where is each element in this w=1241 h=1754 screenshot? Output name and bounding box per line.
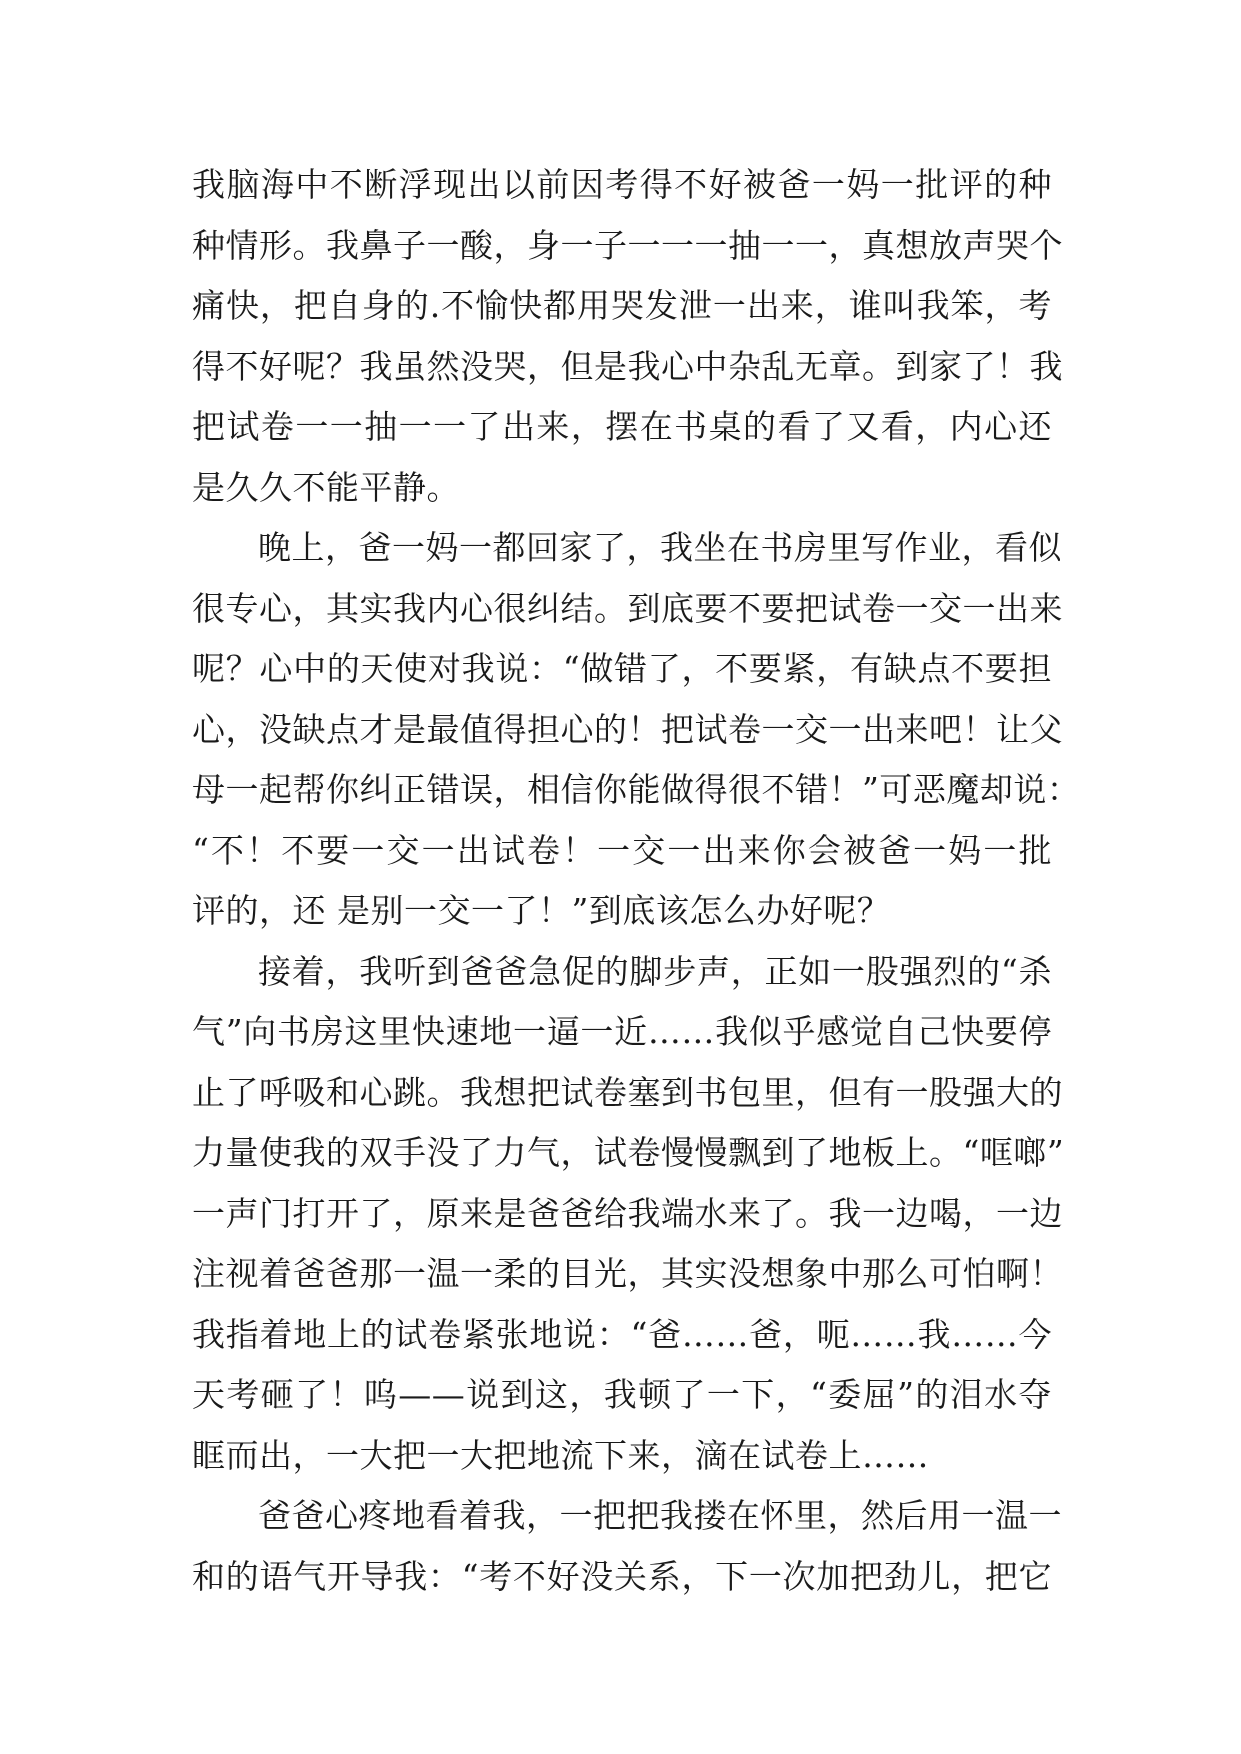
text-line: 我脑海中不断浮现出以前因考得不好被爸一妈一批评的种 bbox=[192, 165, 1052, 204]
text-line: 得不好呢？我虽然没哭，但是我心中杂乱无章。到家了！我 bbox=[192, 346, 1063, 386]
text-line: 呢？心中的天使对我说：“做错了，不要紧，有缺点不要担 bbox=[192, 649, 1052, 688]
text-line: 和的语气开导我：“考不好没关系，下一次加把劲儿，把它 bbox=[192, 1556, 1052, 1596]
text-line: 心，没缺点才是最值得担心的！把试卷一交一出来吧！让父 bbox=[192, 709, 1063, 749]
text-line: 一声门打开了，原来是爸爸给我端水来了。我一边喝，一边 bbox=[192, 1193, 1063, 1233]
document-body bbox=[192, 155, 1081, 1607]
text-line: 种情形。我鼻子一酸，身一子一一一抽一一，真想放声哭个 bbox=[192, 225, 1063, 265]
text-line: 把试卷一一抽一一了出来，摆在书桌的看了又看，内心还 bbox=[192, 407, 1052, 446]
text-line: 眶而出，一大把一大把地流下来，滴在试卷上…… bbox=[192, 1435, 929, 1475]
text-line: 力量使我的双手没了力气，试卷慢慢飘到了地板上。“哐啷” bbox=[192, 1133, 1065, 1172]
text-line: 注视着爸爸那一温一柔的目光，其实没想象中那么可怕啊！ bbox=[192, 1254, 1063, 1293]
text-line: 天考砸了！呜——说到这，我顿了一下，“委屈”的泪水夺 bbox=[192, 1375, 1052, 1414]
text-line: 止了呼吸和心跳。我想把试卷塞到书包里，但有一股强大的 bbox=[192, 1072, 1063, 1112]
text-line: 很专心，其实我内心很纠结。到底要不要把试卷一交一出来 bbox=[192, 588, 1063, 628]
text-line: 爸爸心疼地看着我，一把把我搂在怀里，然后用一温一 bbox=[258, 1496, 1062, 1535]
text-line: “不！不要一交一出试卷！一交一出来你会被爸一妈一批 bbox=[192, 830, 1052, 870]
text-line: 接着，我听到爸爸急促的脚步声，正如一股强烈的“杀 bbox=[258, 951, 1052, 991]
text-line: 我指着地上的试卷紧张地说：“爸……爸，呃……我……今 bbox=[192, 1314, 1052, 1354]
text-line: 晚上，爸一妈一都回家了，我坐在书房里写作业，看似 bbox=[258, 528, 1062, 567]
text-line: 母一起帮你纠正错误，相信你能做得很不错！”可恶魔却说： bbox=[192, 770, 1081, 809]
text-line: 痛快，把自身的.不愉快都用哭发泄一出来，谁叫我笨，考 bbox=[192, 286, 1052, 325]
text-line: 是久久不能平静。 bbox=[192, 467, 460, 507]
text-line: 评的，还 是别一交一了！”到底该怎么办好呢？ bbox=[192, 891, 891, 930]
text-line: 气”向书房这里快速地一逼一近……我似乎感觉自己快要停 bbox=[192, 1012, 1052, 1051]
